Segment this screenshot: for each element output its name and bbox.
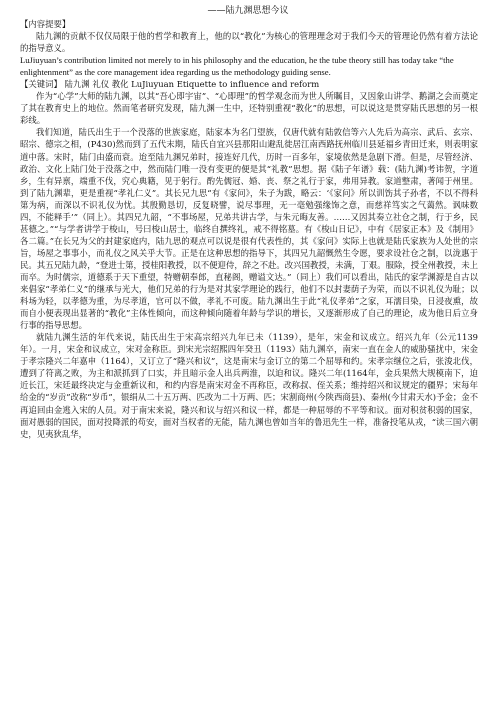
body-paragraph-2: 我们知道，陆氏出生于一个没落的世族家庭，陆家本为名门望族，仅唐代就有陆敦信等六人先后为高宗、武后、玄宗、昭宗、德宗之相，(P430)然而到了五代末期，陆氏自宜兴县那阳山避乱徙居江南西路抚州临川县延福乡青田迁来，则表明家道中落。宋时，陆门由盛而衰。迨至陆九渊兄弟时，接连好几代，历时一百多年，家境依然是急剧下滑。但是，尽管经济、政治、文化上陆门处于没落之中，然而陆门唯一没有变更的便是其“礼教”思想。据《陆子年谱》载：(陆九渊)考讳贺，字道乡，生有异禀，端重不伐，究心典籍，见于躬行。酌先儒冠、婚、丧、祭之礼行于家，弗用异教。家道整肃，著闻于州里。到了陆九渊辈，更是重视“孝礼仁义”。其长兄九思“有《家问》，朱子为跋，略云：‘《家问》所以训饬其子孙者，不以不得科第为病，而深以不识礼仪为忧。其殷勤恳切，反复晓譬，说尽事理，无一毫勉强缘饰之意，而慈祥笃实之气蔼然。讽味数四，不能释手’”（同上）。其四兄九韶，“不事场屋，兄弟共讲古学，与朱元晦友善。……又因其奏立社仓之制，行于乡，民甚德之。”“与学者讲学于梭山，号曰梭山居士，临终自撰终礼，戒不得铭墓。有《梭山日记》，中有《居家正本》及《制用》各二篇。”在长兄为父的封建家庭内，陆九思的观点可以说是很有代表性的，其《家问》实际上也就是陆氏家族为人处世的宗旨，场屋之事事小，而礼仪之风关乎大节。正是在这种思想的指导下，其四兄九韶慨然生令愿，要求设社仓之制，以泷惠于民。其五兄陆九龄，“登进士第，授桂阳教授，以不便迎侍，辞之不赴。改兴国教授，未满，丁艰。服除，授全州教授，未上而卒。为时儒宗，道德系于天下重望，特赠朝奉郎，直秘阁，赠谥文达。”（同上）我们可以看出，陆氏的家学渊源是自古以来倡家“孝弟仁义”的继承与光大，他们兄弟的行为是对其家学理论的践行，他们不以封妻荫子为荣，而以不识礼仪为耻；以科场为轻，以孝德为重，为尽孝道，官可以不做，孝礼不可废。陆九渊出生于此“礼仪孝弟”之家，耳濡目染，日浸夜熏，故而自小便表现出显著的“教化”主体性倾向，而这种倾向随着年龄与学识的增长，又逐渐形成了自己的理论，成为他日后立身行事的指导思想。: [20, 127, 478, 331]
abstract-chinese: 陆九渊的贡献不仅仅局限于他的哲学和教育上，他的以“教化”为核心的管理理念对于我们今天的管理论仍然有着方法论的指导意义。: [20, 31, 478, 54]
keywords-line: 【关键词】 陆九渊 礼仪 教化 LuJiuyuan Etiquette to influence and reform: [20, 79, 320, 90]
document-title: ——陆九渊思想今议: [207, 6, 289, 16]
document-body: [20, 18, 478, 440]
body-paragraph-3: 就陆九渊生活的年代来说，陆氏出生于宋高宗绍兴九年已未（1139），是年，宋金和议成立。绍兴九年（公元1139年）。一月，宋金和议成立，宋对金称臣。到宋光宗绍熙四年癸丑（1193）陆九渊卒，南宋一直在金人的威胁骚扰中，宋金于孝宗隆兴二年嘉申（1164），又订立了“隆兴和议”，这是南宋与金订立的第二个屈辱和约。宋孝宗继位之后，张浚北伐，遭到了符离之败，为主和派抓到了口实，并且暗示金人出兵两淮，以迫和议。隆兴二年(1164年，金兵果然大规模南下，迫近长江，宋廷最终决定与金重新议和，和约内容是南宋对金不再称臣，改称叔、侄关系；维持绍兴和议规定的疆界；宋每年给金的“岁贡”改称“岁币”，银绢从二十五万两、匹改为二十万两、匹；宋割商州(今陕西商县)、秦州(今甘肃天水)予金；金不再追回由金逃入宋的人员。对于南宋来说，隆兴和议与绍兴和议一样，都是一种屈辱的不平等和议。面对积贫积弱的国家，面对愚弱的国民，面对投降派的苟安，面对当权者的无能，陆九渊也曾如当年的鲁迅先生一样，准备投笔从戎，“读三国六朝史，见夷狄乱华，: [20, 332, 478, 439]
body-paragraph-1: 作为“心学”大师的陆九渊，以其“吾心即宇宙”、“心即理”的哲学观念而为世人所瞩目，又因象山讲学、鹅湖之会而奠定了其在教育史上的地位。然而笔者研究发现，陆九渊一生中，还特别重视“教化”的思想，可以说这是贯穿陆氏思想的另一根彩线。: [20, 91, 478, 126]
abstract-english: LuJiuyuan’s contribution limited not merely to in his philosophy and the education, he the tube theory still has today take “the enlightenment” as the core management idea regarding us the methodology guiding sense.: [20, 55, 454, 78]
abstract-heading: 【内容提要】: [20, 19, 71, 29]
